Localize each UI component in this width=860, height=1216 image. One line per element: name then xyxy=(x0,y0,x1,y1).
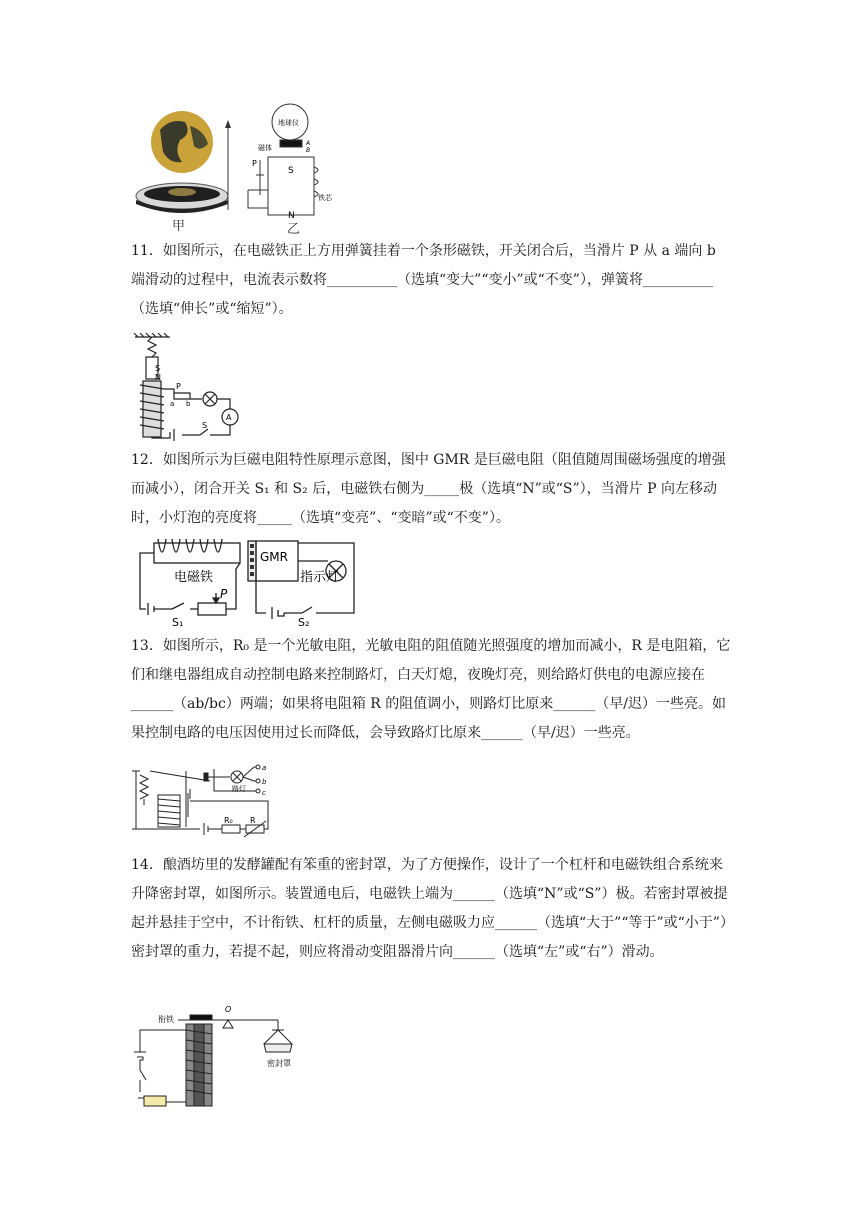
label-b: B xyxy=(306,147,311,154)
label-core: 铁芯 xyxy=(318,194,332,202)
label-a: A xyxy=(306,140,311,147)
label-b: b xyxy=(262,778,267,786)
label-p: P xyxy=(220,587,228,601)
question-number: 14． xyxy=(131,857,163,873)
question-text: 如图所示为巨磁电阻特性原理示意图，图中 GMR 是巨磁电阻（阻值随周围磁场强度的增强而减小），闭合开关 S₁ 和 S₂ 后，电磁铁右侧为_____极（选填“N”或“S”），当滑片 P 向左移动时，小灯泡的亮度将_____（选填“变亮”、“变暗”或“不变”）。 xyxy=(131,452,726,526)
question-14 xyxy=(131,851,731,967)
label-a: a xyxy=(170,400,175,408)
figure-maglev-globe xyxy=(130,100,340,235)
label-electromagnet: 电磁铁 xyxy=(174,570,214,585)
label-lamp: 指示灯 xyxy=(300,570,340,585)
label-p: P xyxy=(176,382,181,391)
question-12 xyxy=(131,446,731,533)
label-ammeter: A xyxy=(226,413,232,422)
label-r: R xyxy=(250,816,256,825)
label-switch: S xyxy=(202,421,208,430)
label-p: P xyxy=(252,159,257,168)
label-s1: S₁ xyxy=(172,616,184,627)
label-lamp: 路灯 xyxy=(232,785,246,793)
label-r0: R₀ xyxy=(224,816,233,825)
question-number: 13． xyxy=(131,638,163,654)
label-s: S xyxy=(288,166,294,176)
figure-q13-relay-circuit xyxy=(130,755,272,837)
label-jia: 甲 xyxy=(172,219,186,234)
label-armature: 衔铁 xyxy=(158,1015,174,1024)
label-globe: 地球仪 xyxy=(278,119,299,127)
figure-q11-circuit xyxy=(130,333,250,443)
figure-q14-lever xyxy=(128,1000,303,1112)
label-cover: 密封罩 xyxy=(267,1059,291,1068)
label-a: a xyxy=(262,764,267,772)
label-c: c xyxy=(262,789,266,797)
label-n: N xyxy=(288,211,295,221)
question-text: 如图所示，在电磁铁正上方用弹簧挂着一个条形磁铁，开关闭合后，当滑片 P 从 a 端向 b 端滑动的过程中，电流表示数将__________（选填“变大”“变小”或“不变”），弹簧将__________（选填“伸长”或“缩短”）。 xyxy=(131,243,716,317)
label-yi: 乙 xyxy=(287,222,301,235)
question-13 xyxy=(131,632,731,748)
question-text: 如图所示，R₀ 是一个光敏电阻，光敏电阻的阻值随光照强度的增加而减小，R 是电阻箱，它们和继电器组成自动控制电路来控制路灯，白天灯熄，夜晚灯亮，则给路灯供电的电源应接在______（ab/bc）两端；如果将电阻箱 R 的阻值调小，则路灯比原来______（早/迟）一些亮。如果控制电路的电压因使用过长而降低，会导致路灯比原来______（早/迟）一些亮。 xyxy=(131,638,731,741)
question-text: 酿酒坊里的发酵罐配有笨重的密封罩，为了方便操作，设计了一个杠杆和电磁铁组合系统来升降密封罩，如图所示。装置通电后，电磁铁上端为______（选填“N”或“S”）极。若密封罩被提起并悬挂于空中，不计衔铁、杠杆的质量，左侧电磁吸力应______（选填“大于”“等于”或“小于”）密封罩的重力，若提不起，则应将滑动变阻器滑片向______（选填“左”或“右”）滑动。 xyxy=(131,857,728,960)
label-s2: S₂ xyxy=(298,616,310,627)
label-n: N xyxy=(155,373,161,382)
figure-q12-gmr-circuit xyxy=(132,535,372,627)
label-b: b xyxy=(186,400,191,408)
label-o: O xyxy=(225,1005,232,1014)
label-gmr: GMR xyxy=(260,550,288,564)
label-s: S xyxy=(155,364,161,373)
question-number: 12． xyxy=(131,452,163,468)
label-magnet: 磁体 xyxy=(258,144,272,152)
question-11 xyxy=(131,237,731,324)
question-number: 11． xyxy=(131,243,163,259)
globe-photo xyxy=(136,111,228,213)
